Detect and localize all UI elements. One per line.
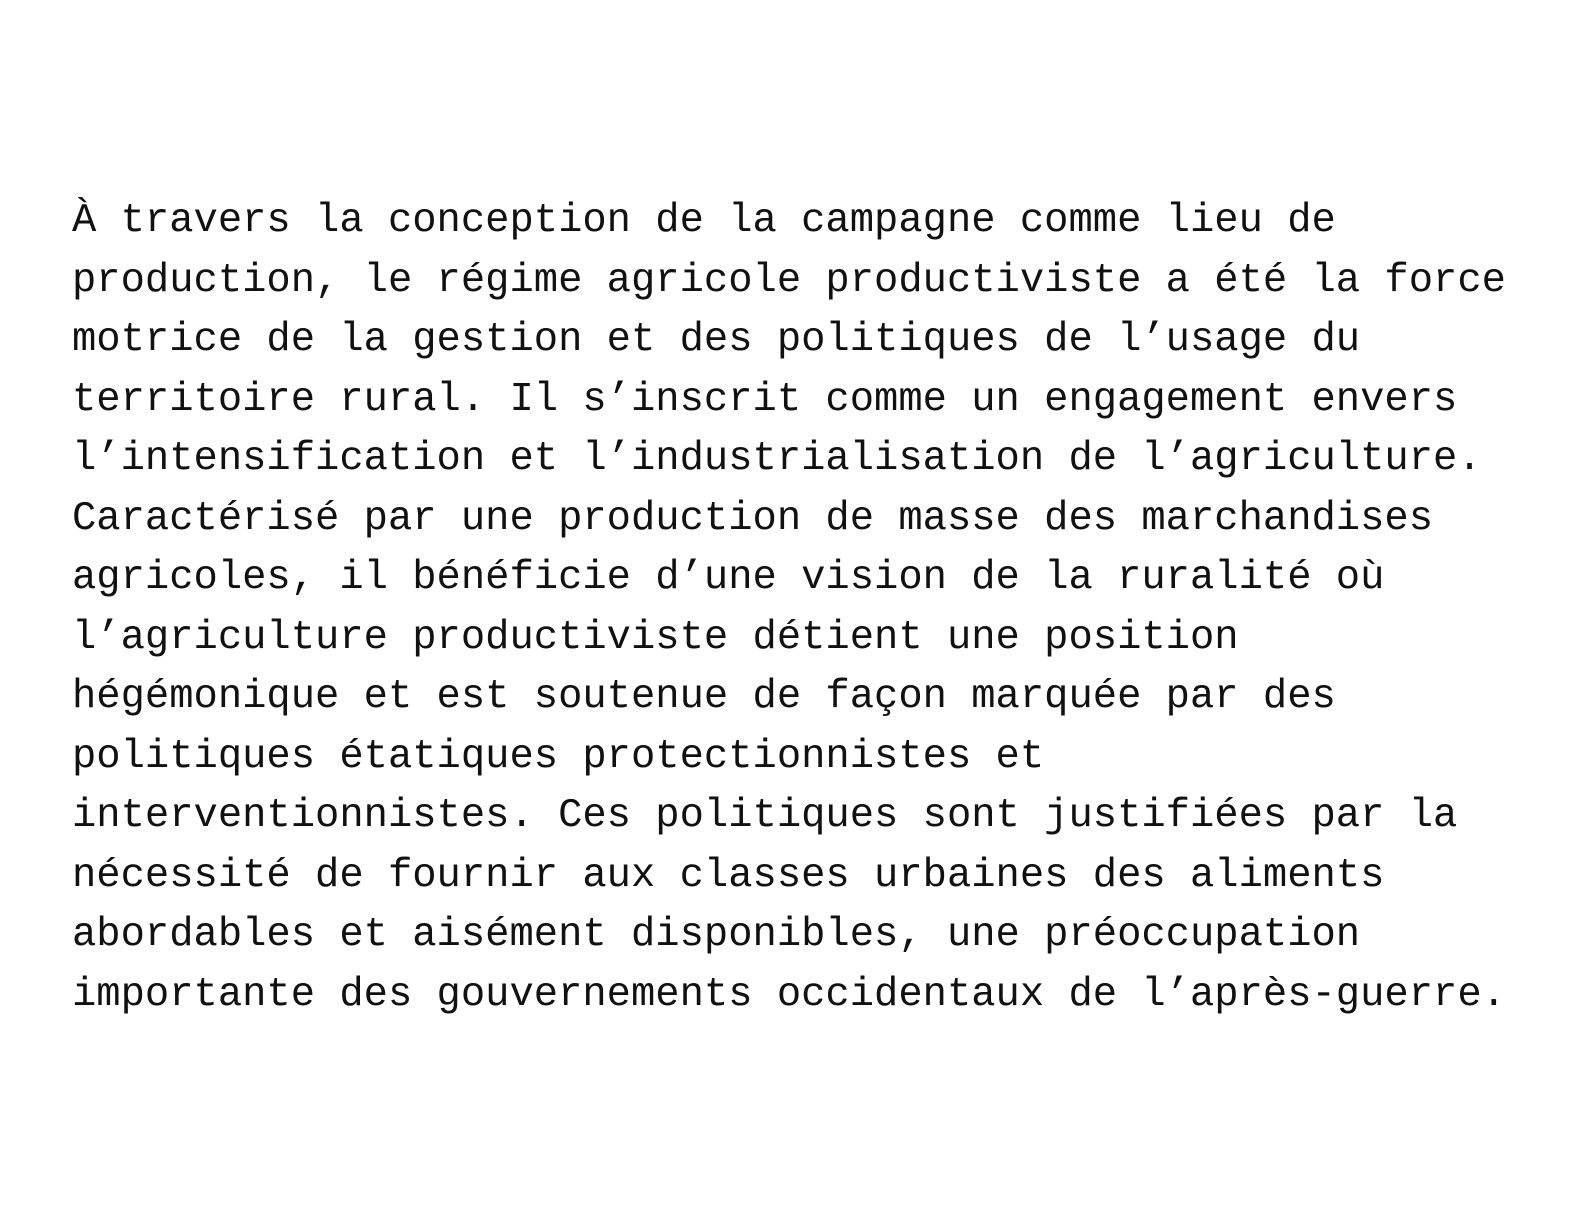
paragraph-line: agricoles, il bénéficie d’une vision de la ruralité où [72, 555, 1385, 601]
paragraph-line: l’intensification et l’industrialisation de l’agriculture. [72, 436, 1482, 482]
paragraph-line: Caractérisé par une production de masse des marchandises [72, 495, 1434, 542]
paragraph-line: interventionnistes. Ces politiques sont justifiées par la [72, 793, 1458, 839]
paragraph-line: production, le régime agricole productiviste a été la force [72, 257, 1506, 304]
paragraph-line: territoire rural. Il s’inscrit comme un engagement envers [72, 376, 1458, 423]
paragraph-line: importante des gouvernements occidentaux de l’après-guerre. [72, 971, 1506, 1018]
paragraph-line: hégémonique et est soutenue de façon marquée par des [72, 674, 1336, 720]
paragraph-line: nécessité de fournir aux classes urbaines des aliments [72, 852, 1385, 899]
paragraph-line: l’agriculture productiviste détient une position [72, 614, 1239, 661]
paragraph-line: abordables et aisément disponibles, une préoccupation [72, 912, 1361, 958]
paragraph-line: politiques étatiques protectionnistes et [72, 733, 1045, 780]
paragraph-line: motrice de la gestion et des politiques de l’usage du [72, 317, 1361, 363]
paragraph-line: À travers la conception de la campagne comme lieu de [72, 198, 1336, 244]
body-paragraph [72, 192, 1552, 1025]
